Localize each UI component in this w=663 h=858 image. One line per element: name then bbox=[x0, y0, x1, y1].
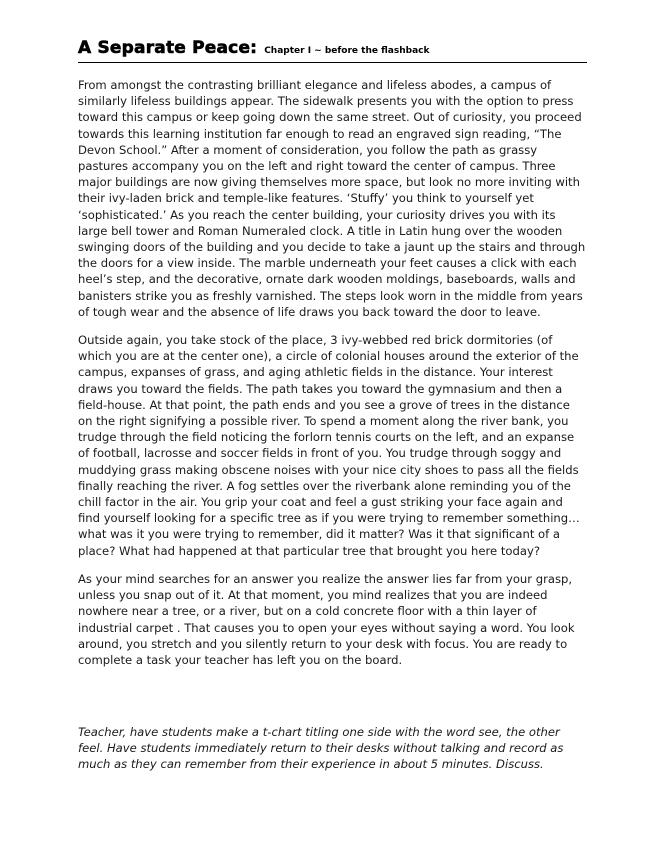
teacher-note: Teacher, have students make a t-chart titling one side with the word see, the other feel. Have students immediately return to their desks without talking and record as much as they can remember from their experience in about 5 minutes. Discuss. bbox=[78, 725, 564, 772]
chapter-subtitle: Chapter I ~ before the flashback bbox=[264, 46, 430, 56]
paragraph-3: As your mind searches for an answer you realize the answer lies far from your grasp, unless you snap out of it. At that moment, you mind realizes that you are indeed nowhere near a tree, or a river, but on a cold concrete floor with a thin layer of industrial carpet . That causes you to open your eyes without saying a word. You look around, you stretch and you silently return to your desk with focus. You are ready to complete a task your teacher has left you on the board. bbox=[78, 571, 575, 667]
story-body bbox=[78, 77, 588, 680]
document-title: A Separate Peace: bbox=[78, 38, 258, 58]
paragraph-2: Outside again, you take stock of the place, 3 ivy-webbed red brick dormitories (of which you are at the center one), a circle of colonial houses around the exterior of the campus, expanses of grass, and aging athletic fields in the distance. Your interest draws you toward the fields. The path takes you toward the gymnasium and then a field-house. At that point, the path ends and you see a grove of trees in the distance on the right signifying a possible river. To spend a moment along the river bank, you trudge through the field noticing the forlorn tennis courts on the left, and an expanse of football, lacrosse and soccer fields in front of you. You trudge through soggy and muddying grass making obscene noises with your nice city shoes to pass all the fields finally reaching the river. A fog settles over the riverbank alone reminding you of the chill factor in the air. You grip your coat and feel a gust striking your face again and find yourself looking for a specific tree as if you were trying to remember something… what was it you were trying to remember, did it matter? Was it that significant of a place? What had happened at that particular tree that brought you here today? bbox=[78, 333, 580, 558]
document-header bbox=[78, 38, 587, 63]
paragraph-1: From amongst the contrasting brilliant elegance and lifeless abodes, a campus of similarly lifeless buildings appear. The sidewalk presents you with the option to press toward this campus or keep going down the same street. Out of curiosity, you proceed towards this learning institution far enough to read an engraved sign reading, “The Devon School.” After a moment of consideration, you follow the path as grassy pastures accompany you on the left and right toward the center of campus. Three major buildings are now giving themselves more space, but look no more inviting with their ivy-laden brick and temple-like features. ‘Stuffy’ you think to yourself yet ‘sophisticated.’ As you reach the center building, your curiosity drives you with its large bell tower and Roman Numeraled clock. A title in Latin hung over the wooden swinging doors of the building and you decide to take a jaunt up the stairs and through the doors for a view inside. The marble underneath your feet causes a click with each heel’s step, and the decorative, ornate dark wooden moldings, baseboards, walls and banisters strike you as freshly varnished. The steps look worn in the middle from years of tough wear and the absence of life draws you back toward the door to leave. bbox=[78, 78, 586, 319]
